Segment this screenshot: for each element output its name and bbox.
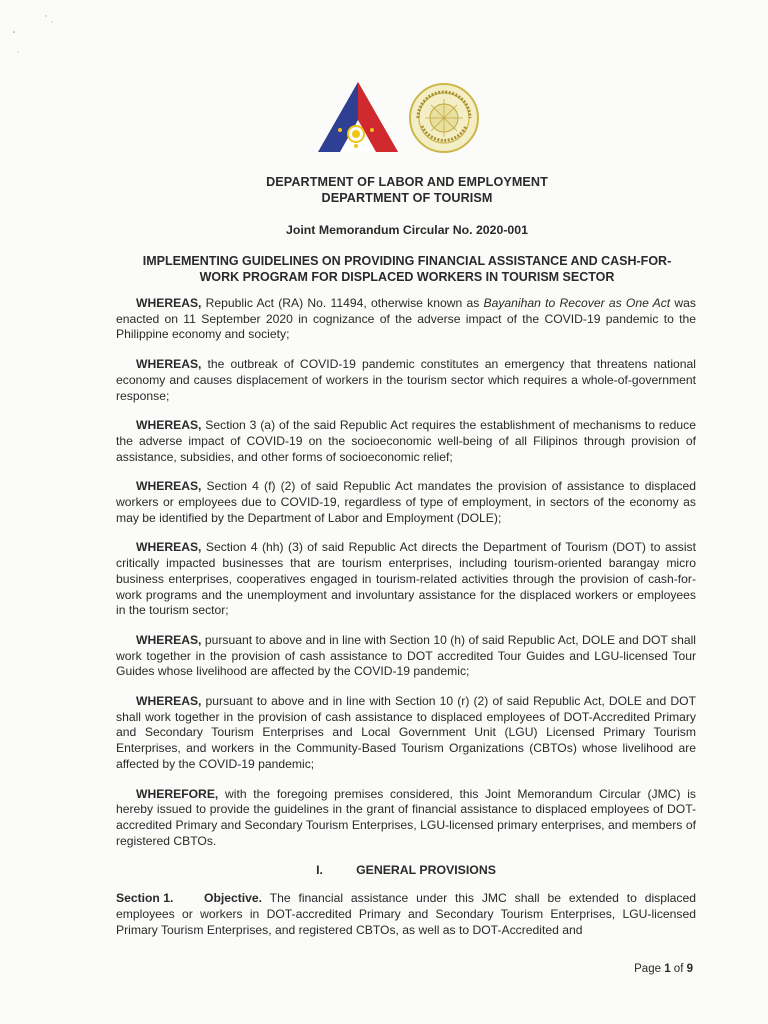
paragraph-text: pursuant to above and in line with Section 10 (r) (2) of said Republic Act, DOLE and DOT shall work together in the provision of cash assistance to displaced employees of DOT-Accredited Primary and Secondary Tourism Enterprises and Local Government Unit (LGU) Licensed Primary Tourism Enterprises, and workers in the Community-Based Tourism Organizations (CBTOs) whose livelihood are affected by the COVID-19 pandemic; [116, 694, 696, 771]
paragraph-whereas-5 [116, 540, 696, 619]
section-number: Section 1. [116, 891, 174, 906]
paragraph-lead: WHEREAS, [136, 418, 202, 433]
scan-noise [10, 10, 70, 70]
paragraph-text: Section 4 (f) (2) of said Republic Act mandates the provision of assistance to displaced workers or employees due to COVID-19, regardless of type of employment, in sectors of the economy as may be identified by the Department of Labor and Employment (DOLE); [116, 479, 696, 525]
title-line-1: IMPLEMENTING GUIDELINES ON PROVIDING FINANCIAL ASSISTANCE AND CASH-FOR- [142, 254, 672, 268]
paragraph-whereas-7 [116, 694, 696, 773]
paragraph-text: pursuant to above and in line with Section 10 (h) of said Republic Act, DOLE and DOT shall work together in the provision of cash assistance to DOT accredited Tour Guides and LGU-licensed Tour Guides whose livelihood are affected by the COVID-19 pandemic; [116, 632, 696, 679]
paragraph-text: was enacted on 11 September 2020 in cognizance of the adverse impact of the COVID-19 pandemic to the Philippine economy and society; [116, 296, 696, 342]
section-heading-label: GENERAL PROVISIONS [356, 863, 496, 878]
document-title [100, 253, 714, 285]
page-total: 9 [686, 963, 693, 975]
header-logos [316, 80, 486, 156]
page-prefix: Page [634, 963, 665, 975]
paragraph-lead: WHEREAS, [136, 632, 202, 647]
paragraph-lead: WHEREFORE, [136, 786, 219, 801]
paragraph-lead: WHEREAS, [136, 357, 202, 372]
section-heading-number: I. [316, 863, 323, 878]
page-number [634, 963, 693, 975]
paragraph-text: Section 4 (hh) (3) of said Republic Act directs the Department of Tourism (DOT) to assist critically impacted businesses that are tourism enterprises, including tourism-oriented barangay micro business enterprises, cooperatives engaged in tourism-related activities through the provision of cash-for-work programs and the unemployment and involuntary assistance for the displaced workers or employees in the tourism sector; [116, 540, 696, 618]
paragraph-lead: WHEREAS, [136, 540, 202, 555]
department-line-2: DEPARTMENT OF TOURISM [321, 191, 493, 205]
paragraph-whereas-2 [116, 357, 696, 404]
section-1-paragraph [116, 891, 696, 938]
paragraph-whereas-4 [116, 479, 696, 526]
page-current: 1 [664, 963, 671, 975]
paragraph-lead: WHEREAS, [136, 296, 202, 310]
paragraph-lead: WHEREAS, [136, 479, 202, 494]
paragraph-text: with the foregoing premises considered, this Joint Memorandum Circular (JMC) is hereby issued to provide the guidelines in the grant of financial assistance to displaced employees of DOT-accredited Primary and Secondary Tourism Enterprises, LGU-licensed primary enterprises, and members of registered CBTOs. [116, 786, 696, 848]
dole-logo [316, 80, 400, 154]
section-heading [116, 863, 696, 879]
department-line-1: DEPARTMENT OF LABOR AND EMPLOYMENT [266, 175, 548, 189]
page-of: of [670, 963, 687, 975]
section-text: The financial assistance under this JMC shall be extended to displaced employees or workers in DOT-accredited Primary and Secondary Tourism Enterprises, LGU-licensed Primary Tourism Enterprises, and registered CBTOs, as well as to DOT-Accredited and [116, 891, 696, 937]
title-line-2: WORK PROGRAM FOR DISPLACED WORKERS IN TOURISM SECTOR [199, 270, 615, 284]
paragraph-text: Section 3 (a) of the said Republic Act requires the establishment of mechanisms to reduce the adverse impact of COVID-19 on the socioeconomic well-being of all Filipinos through provision of assistance, subsidies, and other forms of socioeconomic relief; [116, 418, 696, 464]
paragraph-italic-text: Bayanihan to Recover as One Act [483, 296, 671, 310]
paragraph-text: the outbreak of COVID-19 pandemic constitutes an emergency that threatens national economy and causes displacement of workers in the tourism sector which requires a whole-of-government response; [116, 357, 696, 403]
paragraph-whereas-6 [116, 633, 696, 680]
paragraph-lead: WHEREAS, [136, 694, 202, 709]
dot-seal [408, 82, 480, 154]
section-title: Objective. [204, 891, 263, 906]
paragraph-text: Republic Act (RA) No. 11494, otherwise known as [201, 296, 484, 310]
paragraph-whereas-1 [116, 296, 696, 343]
circular-number: Joint Memorandum Circular No. 2020-001 [286, 223, 528, 237]
document-header [100, 174, 714, 285]
paragraph-wherefore [116, 787, 696, 850]
paragraph-whereas-3 [116, 418, 696, 465]
document-body [116, 296, 696, 952]
